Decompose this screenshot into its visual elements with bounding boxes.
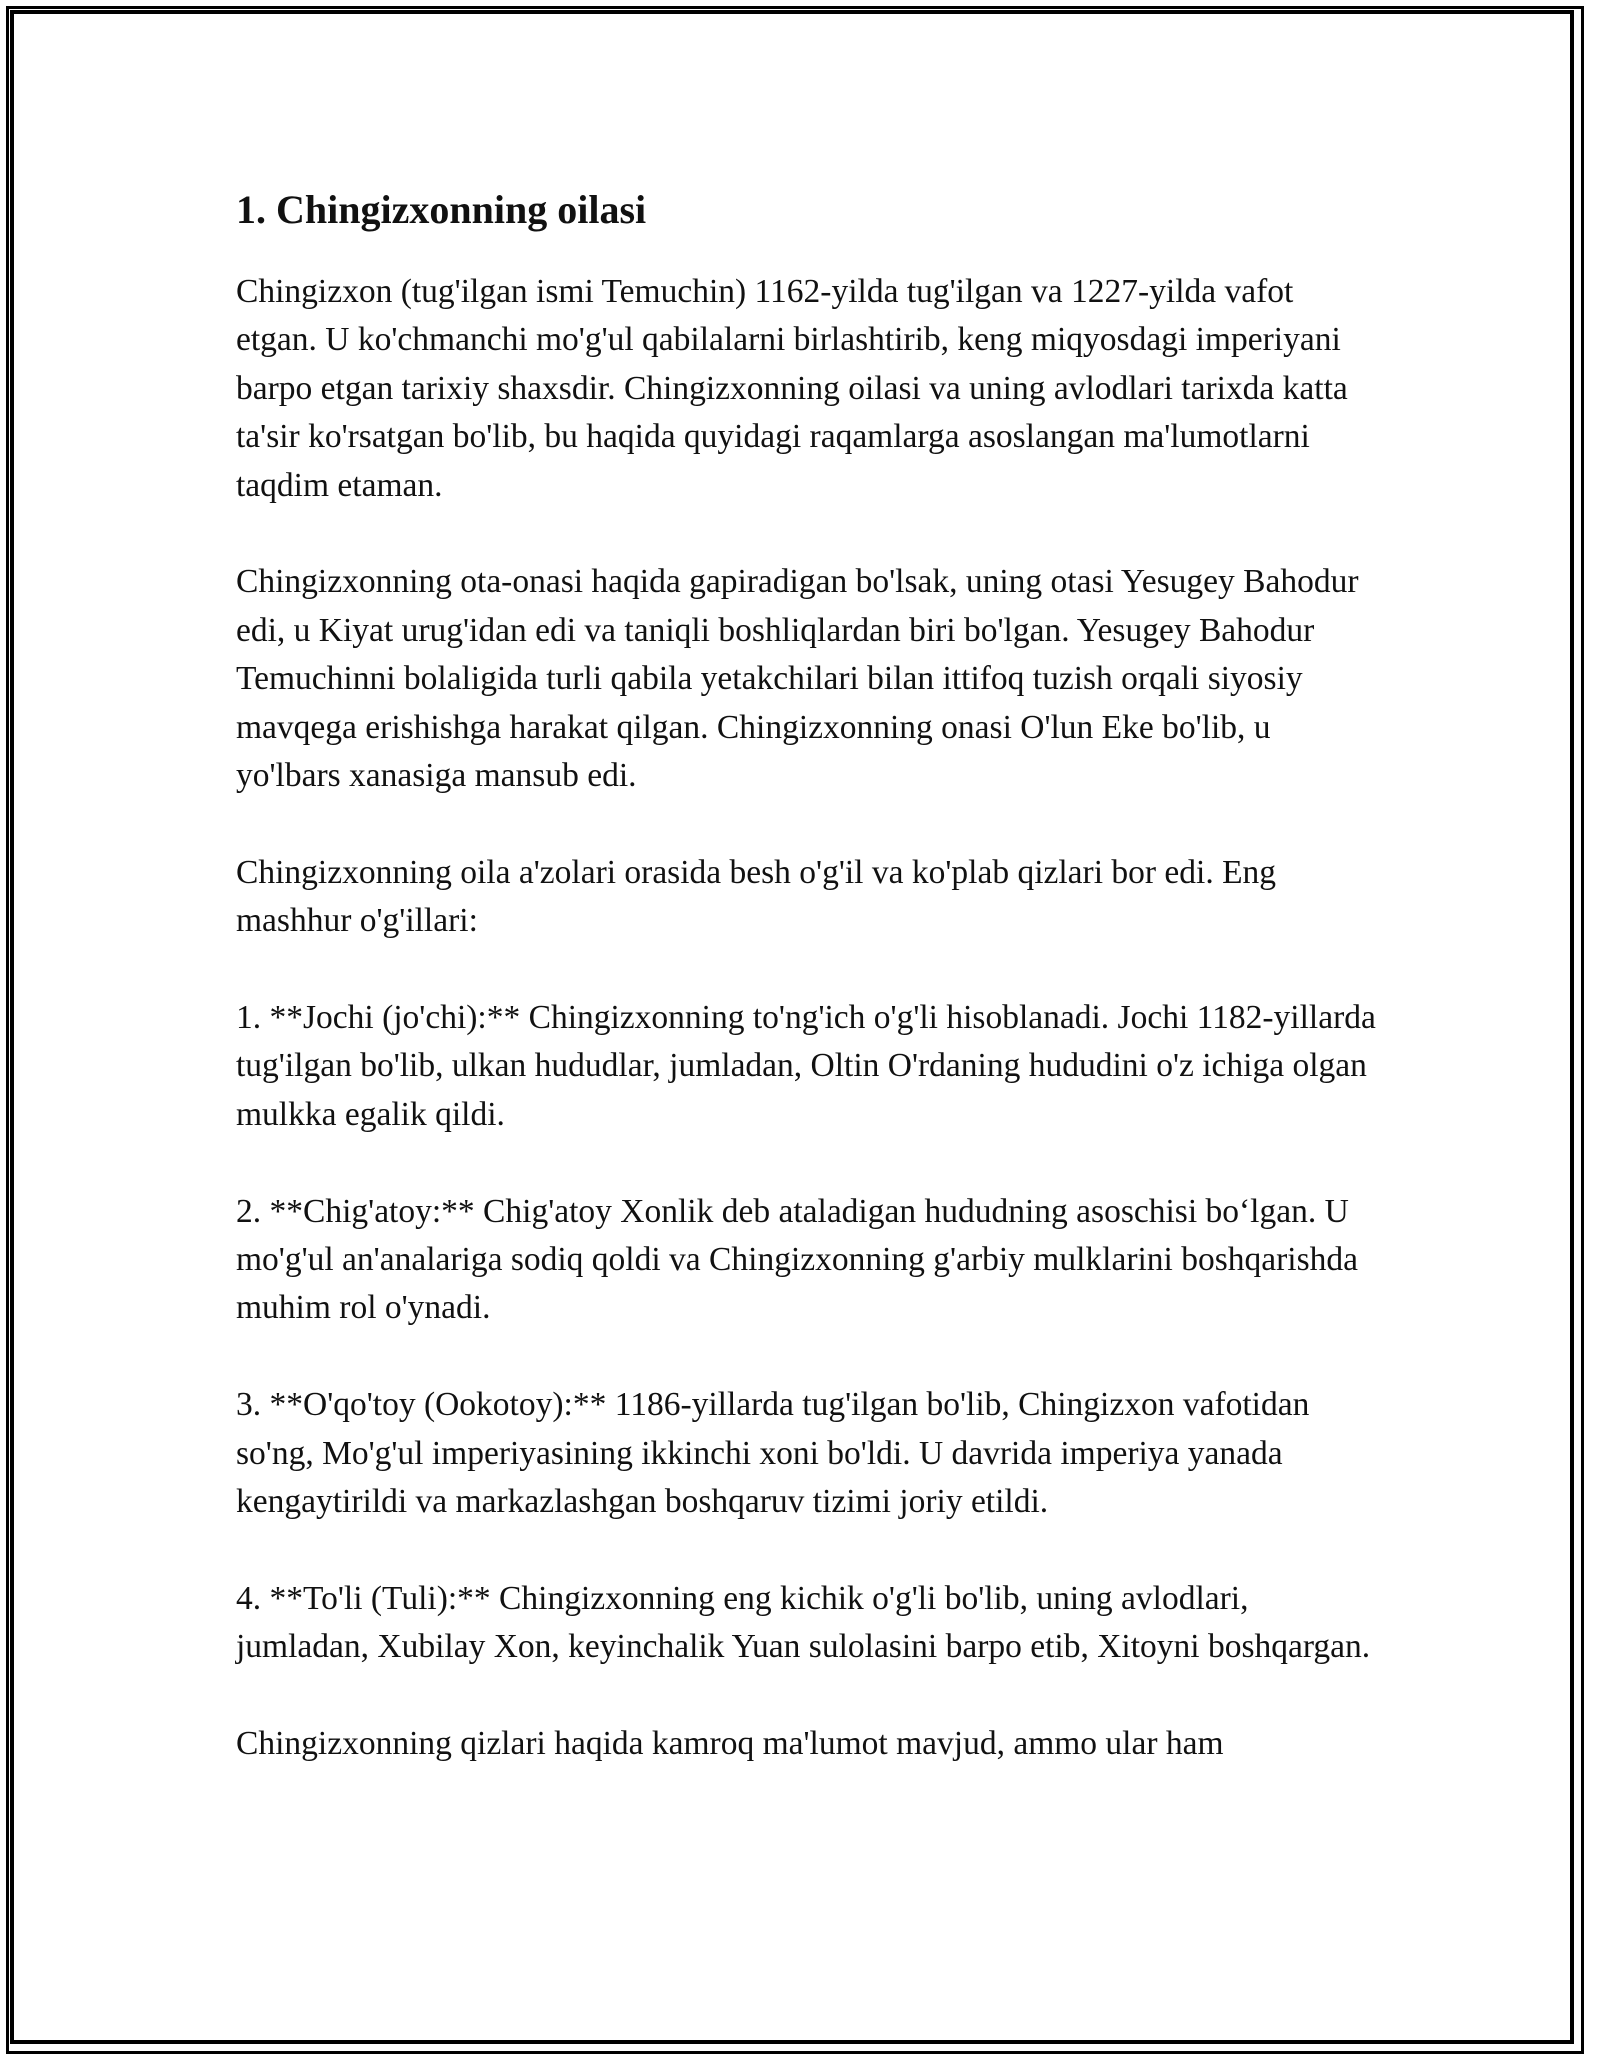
list-item-jochi: 1. **Jochi (jo'chi):** Chingizxonning to'ng'ich o'g'li hisoblanadi. Jochi 1182-yillarda tug'ilgan bo'lib, ulkan hududlar, jumladan, Oltin O'rdaning hududini o'z ichiga olgan mulkka egalik qildi.: [236, 999, 1376, 1133]
list-item-oqotoy: 3. **O'qo'toy (Ookotoy):** 1186-yillarda tug'ilgan bo'lib, Chingizxon vafotidan so'ng, Mo'g'ul imperiyasining ikkinchi xoni bo'ldi. U davrida imperiya yanada kengaytirildi va markazlashgan boshqaruv tizimi joriy etildi.: [236, 1386, 1310, 1521]
list-item-toli: 4. **To'li (Tuli):** Chingizxonning eng kichik o'g'li bo'lib, uning avlodlari, jumladan, Xubilay Xon, keyinchalik Yuan sulolasini barpo etib, Xitoyni boshqargan.: [236, 1579, 1371, 1666]
paragraph-children: Chingizxonning oila a'zolari orasida besh o'g'il va ko'plab qizlari bor edi. Eng mashhur o'g'illari:: [236, 853, 1277, 940]
paragraph-intro: Chingizxon (tug'ilgan ismi Temuchin) 1162-yilda tug'ilgan va 1227-yilda vafot etgan. U ko'chmanchi mo'g'ul qabilalarni birlashtirib, keng miqyosdagi imperiyani barpo etgan tarixiy shaxsdir. Chingizxonning oilasi va uning avlodlari tarixda katta ta'sir ko'rsatgan bo'lib, bu haqida quyidagi raqamlarga asoslangan ma'lumotlarni taqdim etaman.: [236, 273, 1348, 504]
list-item-chigatoy: 2. **Chig'atoy:** Chig'atoy Xonlik deb ataladigan hududning asoschisi bo‘lgan. U mo'g'ul an'analariga sodiq qoldi va Chingizxonning g'arbiy mulklarini boshqarishda muhim rol o'ynadi.: [236, 1192, 1359, 1327]
paragraph-daughters: Chingizxonning qizlari haqida kamroq ma'lumot mavjud, ammo ular ham: [236, 1725, 1224, 1763]
paragraph-parents: Chingizxonning ota-onasi haqida gapiradigan bo'lsak, uning otasi Yesugey Bahodur edi, u Kiyat urug'idan edi va taniqli boshliqlardan biri bo'lgan. Yesugey Bahodur Temuchinni bolaligida turli qabila yetakchilari bilan ittifoq tuzish orqali siyosiy mavqega erishishga harakat qilgan. Chingizxonning onasi O'lun Eke bo'lib, u yo'lbars xanasiga mansub edi.: [236, 563, 1359, 795]
document-body: [236, 186, 1376, 1817]
section-heading: 1. Chingizxonning oilasi: [236, 187, 647, 232]
